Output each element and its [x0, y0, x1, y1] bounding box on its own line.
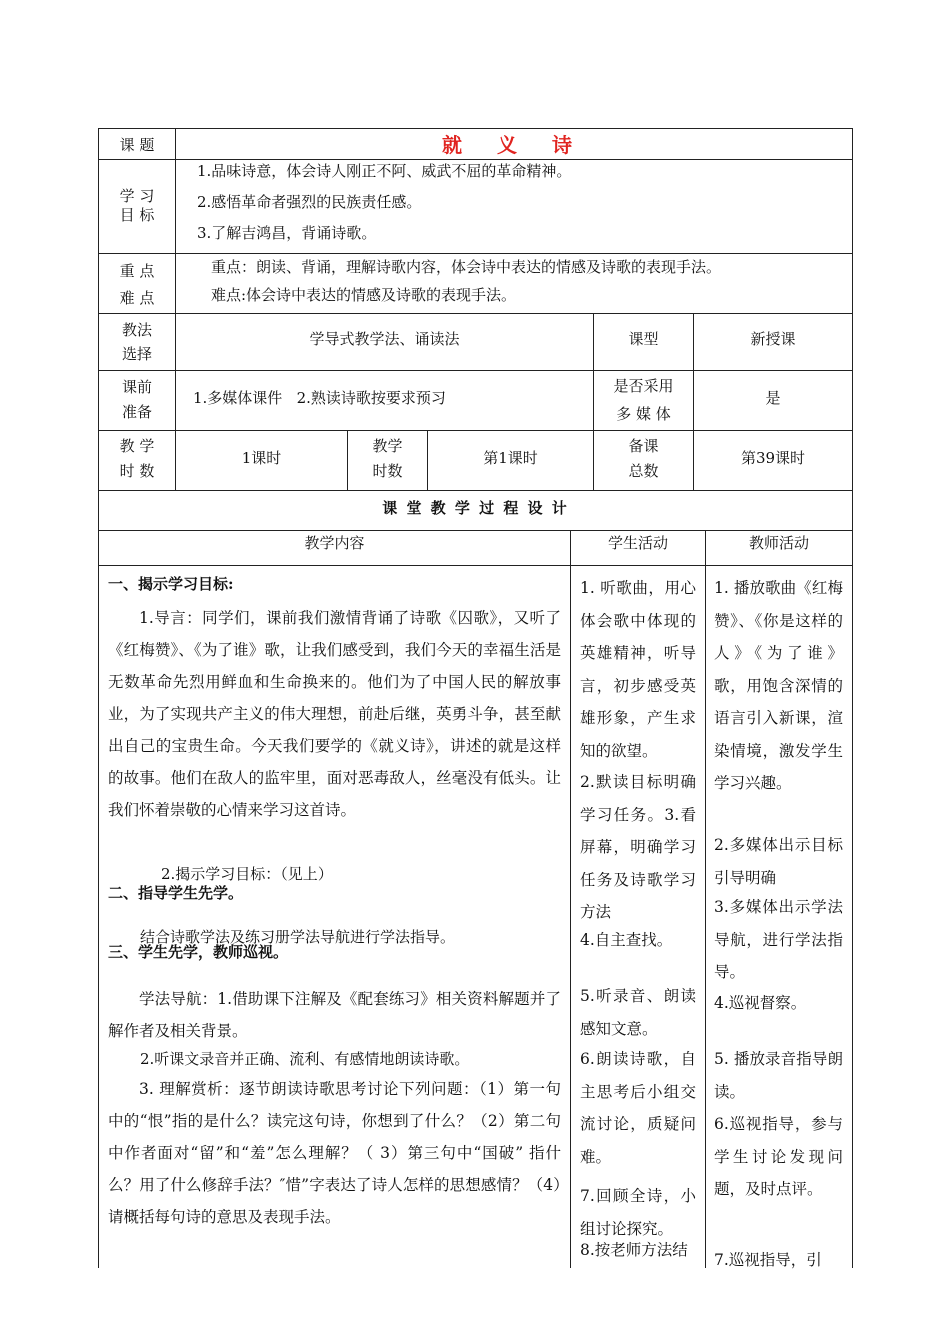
table-border: [705, 530, 706, 1268]
table-border: [852, 128, 853, 1268]
lesson-type: 新授课: [750, 330, 796, 348]
prep-label: 课前 准备: [121, 378, 152, 421]
total-lessons: 第39课时: [740, 449, 806, 467]
table-border: [98, 128, 853, 129]
key-point: 重点：朗读、背诵，理解诗歌内容，体会诗中表达的情感及诗歌的表现手法。: [211, 258, 722, 276]
preparation: 1.多媒体课件 2.熟读诗歌按要求预习: [193, 389, 446, 407]
media-label: 是否采用 多 媒 体: [613, 377, 674, 423]
difficult-point: 难点:体会诗中表达的情感及诗歌的表现手法。: [211, 286, 517, 304]
keypoints-label: 重 点 难 点: [119, 262, 155, 307]
teacher-activity-item: 5. 播放录音指导朗读。: [714, 1050, 843, 1101]
table-border: [98, 490, 853, 491]
table-border: [98, 530, 853, 531]
lesson-title: 就 义 诗: [442, 133, 586, 157]
teacher-activity-item: 7.巡视指导，引: [714, 1251, 822, 1269]
column-header-student: 学生活动: [607, 534, 668, 552]
teacher-activity-item: 6.巡视指导，参与学生讨论发现问题，及时点评。: [714, 1115, 843, 1198]
section-heading: 一、揭示学习目标:: [108, 575, 234, 593]
teacher-activity-item: 1. 播放歌曲《红梅赞》、《你是这样的人》《为了谁》歌，用饱含深情的语言引入新课，渲染情境，激发学生学习兴趣。: [714, 579, 843, 792]
student-activity-item: 6.朗读诗歌，自主思考后小组交流讨论，质疑问难。: [580, 1050, 696, 1166]
topic-label: 课 题: [119, 136, 155, 154]
lesson-number: 第1课时: [483, 449, 538, 467]
student-activity-item: 2.默读目标明确学习任务。3.看屏幕，明确学习任务及诗歌学习方法: [580, 773, 696, 921]
teaching-method: 学导式教学法、诵读法: [309, 330, 460, 348]
content-paragraph: 结合诗歌学法及练习册学法导航进行学法指导。: [140, 928, 456, 946]
hours2-label: 教学 时数: [372, 437, 403, 480]
student-activity-item: 1. 听歌曲，用心体会歌中体现的英雄精神，听导言，初步感受英雄形象，产生求知的欲望。: [580, 579, 696, 760]
content-paragraph: 3. 理解赏析：逐节朗读诗歌思考讨论下列问题：（1）第一句中的“恨”指的是什么？读完这句诗，你想到了什么？（2）第二句中作者面对“留”和“羞”怎么理解？（ 3）第三句中“国破” 指什么？用了什么修辞手法？″惜”字表达了诗人怎样的思想感情？（4）请概括每句诗的意思及表现手法。: [108, 1080, 561, 1226]
media-used: 是: [765, 389, 781, 407]
hours-label: 教 学 时 数: [119, 437, 155, 480]
student-activity-item: 4.自主查找。: [580, 931, 673, 949]
column-header-teacher: 教师活动: [748, 534, 809, 552]
objective-item: 2.感悟革命者强烈的民族责任感。: [197, 193, 422, 211]
objectives-label: 学 习 目 标: [119, 187, 155, 224]
table-border: [98, 370, 853, 371]
intro-paragraph: 1.导言：同学们，课前我们激情背诵了诗歌《囚歌》，又听了《红梅赞》、《为了谁》歌，让我们感受到，我们今天的幸福生活是无数革命先烈用鲜血和生命换来的。他们为了中国人民的解放事业，为了实现共产主义的伟大理想，前赴后继，英勇斗争，甚至献出自己的宝贵生命。今天我们要学的《就义诗》，讲述的就是这样的故事。他们在敌人的监牢里，面对恶毒敌人，丝毫没有低头。让我们怀着崇敬的心情来学习这首诗。: [108, 609, 561, 819]
objective-item: 3.了解吉鸿昌，背诵诗歌。: [197, 224, 377, 242]
section-heading: 二、指导学生先学。: [108, 884, 244, 902]
student-activity-item: 8.按老师方法结: [580, 1241, 688, 1259]
table-border: [98, 313, 853, 314]
table-border: [98, 565, 853, 566]
content-paragraph: 学法导航：1.借助课下注解及《配套练习》相关资料解题并了解作者及相关背景。: [108, 990, 561, 1040]
teacher-activity-item: 4.巡视督察。: [714, 994, 807, 1012]
table-border: [98, 159, 853, 160]
table-border: [175, 128, 176, 490]
table-border: [98, 253, 853, 254]
column-header-content: 教学内容: [304, 534, 365, 552]
process-title: 课 堂 教 学 过 程 设 计: [382, 499, 569, 517]
method-label: 教法 选择: [121, 321, 152, 363]
teaching-hours: 1课时: [241, 449, 282, 467]
table-border: [570, 530, 571, 1268]
objective-item: 1.品味诗意，体会诗人刚正不阿、威武不屈的革命精神。: [197, 162, 572, 180]
total-label: 备课 总数: [628, 437, 659, 480]
student-activity-item: 5.听录音、朗读感知文意。: [580, 987, 696, 1038]
section-heading: 三、学生先学，教师巡视。: [108, 943, 289, 961]
teacher-activity-item: 2.多媒体出示目标引导明确: [714, 836, 843, 887]
student-activity-item: 7.回顾全诗，小组讨论探究。: [580, 1187, 696, 1238]
teacher-activity-item: 3.多媒体出示学法导航，进行学法指导。: [714, 898, 843, 981]
lesson-type-label: 课型: [628, 330, 659, 348]
table-border: [98, 430, 853, 431]
content-paragraph: 2.揭示学习目标：（见上）: [161, 865, 333, 883]
content-paragraph: 2.听课文录音并正确、流利、有感情地朗读诗歌。: [140, 1050, 470, 1068]
